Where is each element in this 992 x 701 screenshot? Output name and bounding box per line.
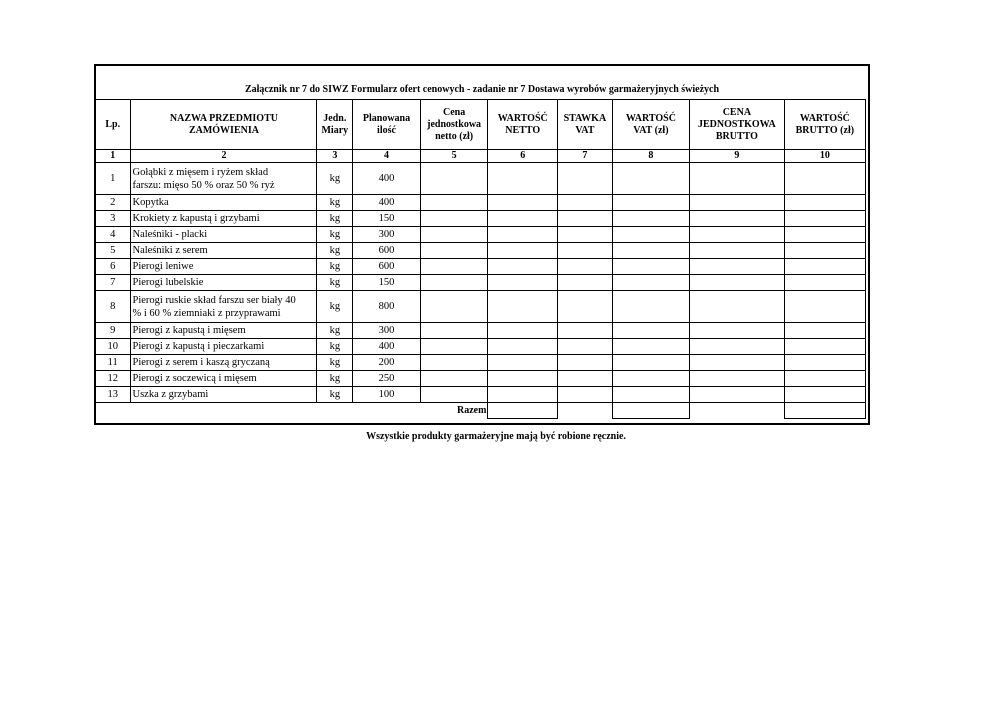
input-cell[interactable]: [558, 211, 613, 227]
column-number-row: [95, 150, 866, 163]
input-cell[interactable]: [612, 371, 689, 387]
input-cell[interactable]: [420, 323, 488, 339]
input-cell[interactable]: [558, 243, 613, 259]
row-name: Pierogi z kapustą i pieczarkami: [131, 339, 317, 355]
row-lp: 11: [95, 355, 131, 371]
row-name: Pierogi z kapustą i mięsem: [131, 323, 317, 339]
table-row: [95, 339, 866, 355]
header-unit-price-gross: CENA JEDNOSTKOWA BRUTTO: [690, 100, 785, 150]
input-cell[interactable]: [488, 243, 558, 259]
row-lp: 2: [95, 195, 131, 211]
input-cell[interactable]: [488, 211, 558, 227]
column-number: 10: [784, 150, 865, 163]
row-quantity: 600: [353, 243, 421, 259]
input-cell[interactable]: [690, 371, 785, 387]
row-unit: kg: [317, 163, 353, 195]
row-quantity: 150: [353, 211, 421, 227]
input-cell[interactable]: [612, 259, 689, 275]
row-unit: kg: [317, 275, 353, 291]
input-cell[interactable]: [690, 323, 785, 339]
input-cell[interactable]: [558, 227, 613, 243]
input-cell[interactable]: [420, 355, 488, 371]
input-cell[interactable]: [558, 259, 613, 275]
input-cell[interactable]: [420, 339, 488, 355]
input-cell[interactable]: [558, 195, 613, 211]
table-row: [95, 259, 866, 275]
total-row: [95, 403, 866, 419]
input-cell[interactable]: [612, 243, 689, 259]
total-spacer: [131, 403, 317, 419]
row-lp: 13: [95, 387, 131, 403]
header-unit-price-net: Cena jednostkowa netto (zł): [420, 100, 488, 150]
column-number: 4: [353, 150, 421, 163]
total-vat-value-cell[interactable]: [612, 403, 689, 419]
input-cell[interactable]: [420, 211, 488, 227]
input-cell[interactable]: [784, 387, 865, 403]
header-name: NAZWA PRZEDMIOTU ZAMÓWIENIA: [131, 100, 317, 150]
row-unit: kg: [317, 291, 353, 323]
row-quantity: 150: [353, 275, 421, 291]
input-cell[interactable]: [558, 387, 613, 403]
input-cell[interactable]: [690, 355, 785, 371]
row-name: Pierogi z serem i kaszą gryczaną: [131, 355, 317, 371]
form-title: Załącznik nr 7 do SIWZ Formularz ofert cenowych - zadanie nr 7 Dostawa wyrobów garmażeryjnych świeżych: [244, 84, 720, 95]
input-cell[interactable]: [488, 163, 558, 195]
total-spacer: [353, 403, 421, 419]
input-cell[interactable]: [488, 227, 558, 243]
total-spacer: [690, 403, 785, 419]
header-row: [95, 100, 866, 150]
column-number: 1: [95, 150, 131, 163]
row-name: Pierogi lubelskie: [131, 275, 317, 291]
input-cell[interactable]: [690, 339, 785, 355]
row-name: Uszka z grzybami: [131, 387, 317, 403]
input-cell[interactable]: [558, 371, 613, 387]
row-quantity: 250: [353, 371, 421, 387]
input-cell[interactable]: [488, 323, 558, 339]
table-row: [95, 195, 866, 211]
total-spacer: [95, 403, 131, 419]
input-cell[interactable]: [690, 275, 785, 291]
row-lp: 10: [95, 339, 131, 355]
input-cell[interactable]: [690, 387, 785, 403]
header-quantity: Planowana ilość: [353, 100, 421, 150]
input-cell[interactable]: [690, 163, 785, 195]
row-unit: kg: [317, 259, 353, 275]
row-lp: 12: [95, 371, 131, 387]
input-cell[interactable]: [420, 387, 488, 403]
row-name: Krokiety z kapustą i grzybami: [131, 211, 317, 227]
input-cell[interactable]: [690, 243, 785, 259]
input-cell[interactable]: [784, 339, 865, 355]
row-lp: 5: [95, 243, 131, 259]
input-cell[interactable]: [784, 227, 865, 243]
footnote: Wszystkie produkty garmażeryjne mają być robione ręcznie.: [366, 431, 626, 442]
row-quantity: 600: [353, 259, 421, 275]
input-cell[interactable]: [612, 195, 689, 211]
input-cell[interactable]: [784, 291, 865, 323]
input-cell[interactable]: [690, 227, 785, 243]
input-cell[interactable]: [784, 275, 865, 291]
input-cell[interactable]: [612, 291, 689, 323]
total-label: Razem: [457, 404, 487, 416]
row-unit: kg: [317, 387, 353, 403]
row-unit: kg: [317, 227, 353, 243]
table-row: [95, 275, 866, 291]
row-unit: kg: [317, 339, 353, 355]
total-gross-value-cell[interactable]: [784, 403, 865, 419]
row-quantity: 400: [353, 339, 421, 355]
row-lp: 8: [95, 291, 131, 323]
input-cell[interactable]: [612, 227, 689, 243]
input-cell[interactable]: [612, 355, 689, 371]
row-name: Naleśniki - placki: [131, 227, 317, 243]
input-cell[interactable]: [784, 243, 865, 259]
row-quantity: 400: [353, 195, 421, 211]
input-cell[interactable]: [558, 163, 613, 195]
table-row: [95, 163, 866, 195]
table-row: [95, 323, 866, 339]
input-cell[interactable]: [612, 339, 689, 355]
table-row: [95, 355, 866, 371]
input-cell[interactable]: [488, 355, 558, 371]
row-unit: kg: [317, 323, 353, 339]
total-spacer: [317, 403, 353, 419]
input-cell[interactable]: [784, 211, 865, 227]
table-row: [95, 371, 866, 387]
total-spacer: [558, 403, 613, 419]
row-name: Pierogi z soczewicą i mięsem: [131, 371, 317, 387]
row-unit: kg: [317, 355, 353, 371]
input-cell[interactable]: [558, 323, 613, 339]
row-name: Gołąbki z mięsem i ryżem skład farszu: mięso 50 % oraz 50 % ryż: [131, 163, 317, 195]
row-quantity: 300: [353, 227, 421, 243]
input-cell[interactable]: [488, 371, 558, 387]
header-gross-value: WARTOŚĆ BRUTTO (zł): [784, 100, 865, 150]
table-row: [95, 387, 866, 403]
input-cell[interactable]: [690, 259, 785, 275]
row-lp: 1: [95, 163, 131, 195]
input-cell[interactable]: [420, 243, 488, 259]
table-row: [95, 291, 866, 323]
row-quantity: 200: [353, 355, 421, 371]
column-number: 7: [558, 150, 613, 163]
input-cell[interactable]: [558, 355, 613, 371]
row-name: Kopytka: [131, 195, 317, 211]
row-lp: 7: [95, 275, 131, 291]
input-cell[interactable]: [612, 275, 689, 291]
column-number: 5: [420, 150, 488, 163]
offer-table: [94, 99, 866, 419]
row-unit: kg: [317, 371, 353, 387]
row-name: Pierogi leniwe: [131, 259, 317, 275]
header-lp: Lp.: [95, 100, 131, 150]
input-cell[interactable]: [488, 387, 558, 403]
input-cell[interactable]: [420, 291, 488, 323]
header-unit: Jedn. Miary: [317, 100, 353, 150]
column-number: 6: [488, 150, 558, 163]
header-net-value: WARTOŚĆ NETTO: [488, 100, 558, 150]
row-quantity: 800: [353, 291, 421, 323]
input-cell[interactable]: [690, 211, 785, 227]
input-cell[interactable]: [612, 163, 689, 195]
input-cell[interactable]: [558, 291, 613, 323]
table-row: [95, 243, 866, 259]
input-cell[interactable]: [690, 195, 785, 211]
input-cell[interactable]: [612, 387, 689, 403]
row-lp: 4: [95, 227, 131, 243]
input-cell[interactable]: [784, 195, 865, 211]
input-cell[interactable]: [558, 275, 613, 291]
table-row: [95, 211, 866, 227]
input-cell[interactable]: [488, 195, 558, 211]
row-unit: kg: [317, 211, 353, 227]
row-quantity: 300: [353, 323, 421, 339]
row-unit: kg: [317, 195, 353, 211]
column-number: 3: [317, 150, 353, 163]
column-number: 2: [131, 150, 317, 163]
input-cell[interactable]: [488, 275, 558, 291]
input-cell[interactable]: [420, 259, 488, 275]
input-cell[interactable]: [612, 211, 689, 227]
input-cell[interactable]: [488, 339, 558, 355]
input-cell[interactable]: [488, 291, 558, 323]
table-row: [95, 227, 866, 243]
column-number: 9: [690, 150, 785, 163]
input-cell[interactable]: [558, 339, 613, 355]
input-cell[interactable]: [420, 195, 488, 211]
column-number: 8: [612, 150, 689, 163]
form-sheet: [94, 64, 870, 425]
input-cell[interactable]: [420, 371, 488, 387]
header-vat-value: WARTOŚĆ VAT (zł): [612, 100, 689, 150]
row-quantity: 100: [353, 387, 421, 403]
row-lp: 6: [95, 259, 131, 275]
row-quantity: 400: [353, 163, 421, 195]
input-cell[interactable]: [784, 323, 865, 339]
input-cell[interactable]: [488, 259, 558, 275]
total-net-value-cell[interactable]: [488, 403, 558, 419]
input-cell[interactable]: [784, 355, 865, 371]
row-name: Naleśniki z serem: [131, 243, 317, 259]
row-lp: 3: [95, 211, 131, 227]
row-name: Pierogi ruskie skład farszu ser biały 40 % i 60 % ziemniaki z przyprawami: [131, 291, 317, 323]
header-vat-rate: STAWKA VAT: [558, 100, 613, 150]
input-cell[interactable]: [784, 259, 865, 275]
row-lp: 9: [95, 323, 131, 339]
row-unit: kg: [317, 243, 353, 259]
input-cell[interactable]: [420, 275, 488, 291]
input-cell[interactable]: [420, 227, 488, 243]
input-cell[interactable]: [690, 291, 785, 323]
input-cell[interactable]: [784, 163, 865, 195]
input-cell[interactable]: [784, 371, 865, 387]
input-cell[interactable]: [612, 323, 689, 339]
input-cell[interactable]: [420, 163, 488, 195]
